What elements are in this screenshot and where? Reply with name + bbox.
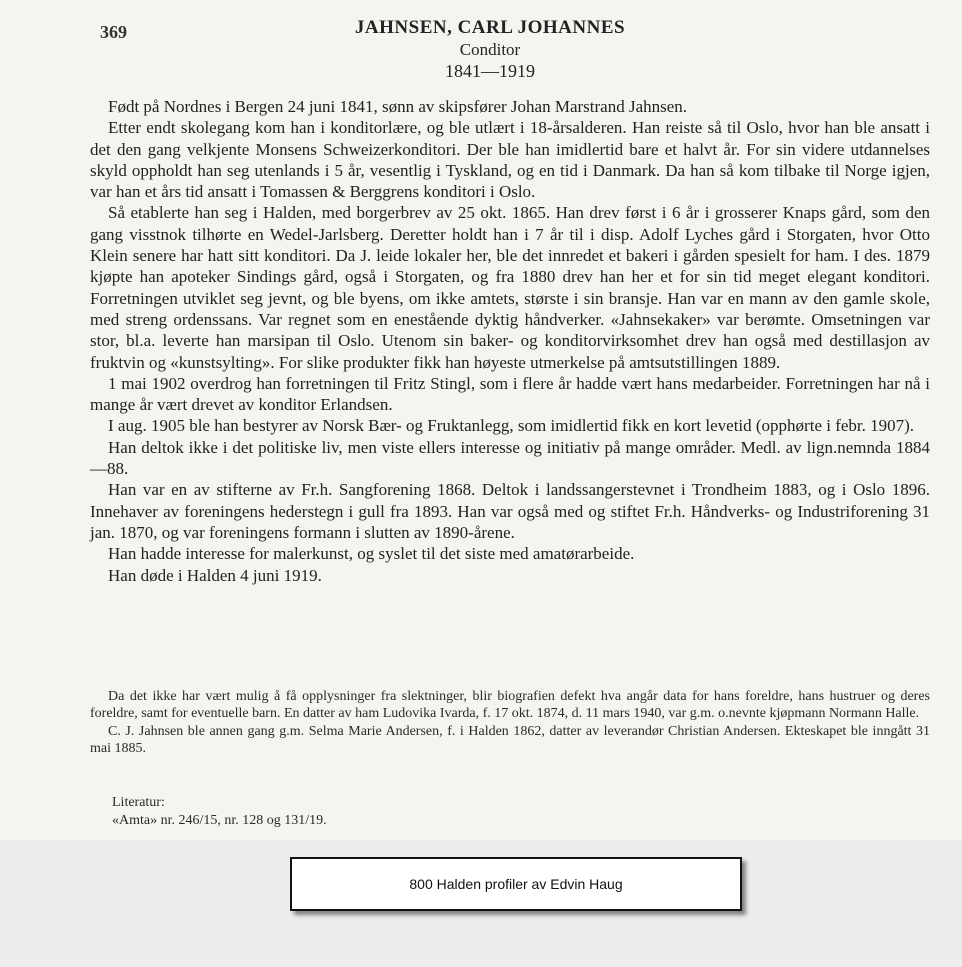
note-paragraph: C. J. Jahnsen ble annen gang g.m. Selma Marie Andersen, f. i Halden 1862, datter av leverandør Christian Andersen. Ekteskapet ble inngått 31 mai 1885.	[90, 723, 930, 756]
footnotes	[90, 688, 930, 757]
entry-years: 1841—1919	[445, 61, 535, 81]
body-paragraph: 1 mai 1902 overdrog han forretningen til Fritz Stingl, som i flere år hadde vært hans medarbeider. Forretningen har nå i mange år vært drevet av konditor Erlandsen.	[90, 373, 930, 415]
body-paragraph: Han var en av stifterne av Fr.h. Sangforening 1868. Deltok i landssangerstevnet i Trondheim 1883, og i Oslo 1896. Innehaver av foreningens hederstegn i gull fra 1893. Han var også med og stiftet Fr.h. Håndverks- og Industriforening 31 jan. 1870, og var foreningens formann i slutten av 1890-årene.	[90, 480, 930, 542]
body-paragraph: Født på Nordnes i Bergen 24 juni 1841, sønn av skipsfører Johan Marstrand Jahnsen.	[108, 97, 688, 116]
entry-occupation: Conditor	[459, 40, 521, 59]
literature-heading: Literatur:	[112, 795, 165, 810]
body-paragraph: Han hadde interesse for malerkunst, og syslet til det siste med amatørarbeide.	[108, 544, 635, 564]
body-paragraph: Etter endt skolegang kom han i konditorlære, og ble utlært i 18-årsalderen. Han reiste så til Oslo, hvor han ble ansatt i det den gang velkjente Monsens Schweizerkonditori. Der ble han imidlertid bare et halvt år. For sin videre utdannelses skyld oppholdt han seg utenlands i 5 år, vesentlig i Tyskland, og en tid i Danmark. Da han så kom tilbake til Norge igjen, var han et års tid ansatt i Tomassen & Berggrens konditori i Oslo.	[90, 118, 930, 202]
caption-box	[290, 857, 742, 911]
entry-header	[300, 16, 680, 82]
entry-title: JAHNSEN, CARL JOHANNES	[354, 17, 626, 38]
biography-text	[90, 96, 930, 586]
body-paragraph: Han deltok ikke i det politiske liv, men viste ellers interesse og initiativ på mange områder. Medl. av lign.nemnda 1884—88.	[90, 437, 930, 479]
body-paragraph: I aug. 1905 ble han bestyrer av Norsk Bær- og Fruktanlegg, som imidlertid fikk en kort levetid (opphørte i febr. 1907).	[108, 416, 915, 436]
literature-section	[112, 794, 712, 829]
body-paragraph: Så etablerte han seg i Halden, med borgerbrev av 25 okt. 1865. Han drev først i 6 år i grosserer Knaps gård, som den gang visstnok tilhørte en Wedel-Jarlsberg. Deretter holdt han i 7 år til i disp. Adolf Lyches gård i Storgaten, hvor Otto Klein senere har hatt sitt konditori. Da J. leide lokaler her, ble det innredet et bakeri i gården spesielt for ham. I des. 1879 kjøpte han apoteker Sindings gård, også i Storgaten, og fra 1880 drev han her et for sin tid meget elegant konditori. Forretningen utviklet seg jevnt, og ble byens, om ikke amtets, største i sin bransje. Han var en mann av den gamle skole, med streng ordenssans. Var regnet som en enestående dyktig håndverker. «Jahnsekaker» var berømte. Omsetningen var stor, bl.a. leverte han marsipan til Oslo. Utenom sin baker- og konditorvirksomhet drev han også med destillasjon av fruktvin og «kunstsylting». For slike produkter fikk han høyeste utmerkelse på amtsutstillingen 1889.	[90, 203, 930, 372]
note-paragraph: Da det ikke har vært mulig å få opplysninger fra slektninger, blir biografien defekt hva angår data for hans foreldre, hans hustruer og deres foreldre, samt for eventuelle barn. En datter av ham Ludovika Ivarda, f. 17 okt. 1874, d. 11 mars 1940, var g.m. o.nevnte kjøpmann Normann Halle.	[90, 689, 930, 722]
page-number: 369	[100, 22, 127, 42]
caption-text: 800 Halden profiler av Edvin Haug	[409, 876, 623, 892]
literature-entry: «Amta» nr. 246/15, nr. 128 og 131/19.	[112, 812, 327, 828]
body-paragraph: Han døde i Halden 4 juni 1919.	[108, 565, 322, 585]
